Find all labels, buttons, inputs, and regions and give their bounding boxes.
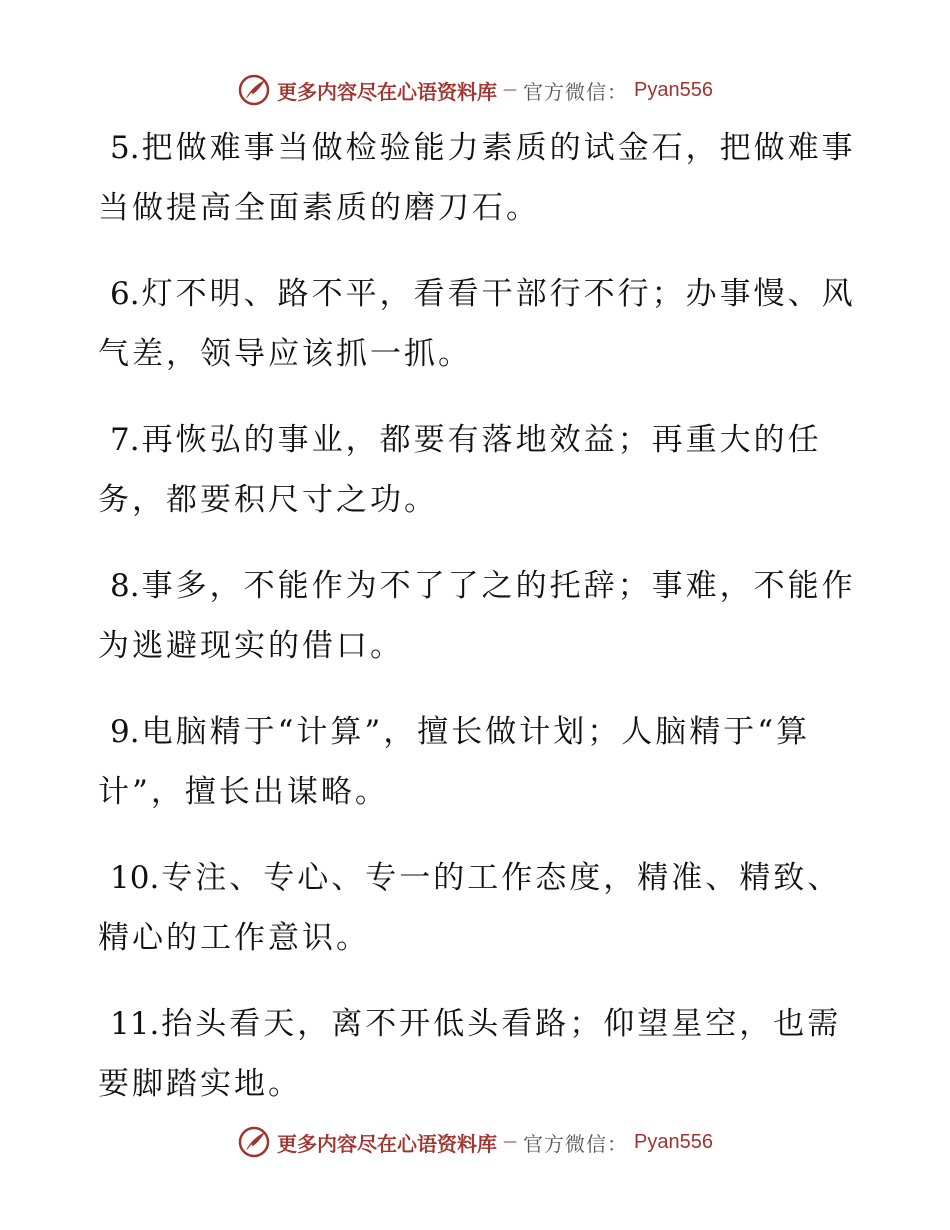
list-item [98, 264, 858, 384]
feather-pen-logo-icon [237, 1125, 271, 1159]
item-number: 5. [110, 130, 140, 166]
watermark-separator: — [503, 82, 518, 98]
item-text: 抬头看天，离不开低头看路；仰望星空，也需要脚踏实地。 [98, 1006, 842, 1102]
item-text: 把做难事当做检验能力素质的试金石，把做难事当做提高全面素质的磨刀石。 [98, 130, 856, 226]
list-item [98, 556, 858, 676]
item-number: 10. [110, 860, 160, 896]
header-watermark [0, 70, 950, 110]
watermark-wechat-label: 官方微信： [523, 1131, 629, 1156]
footer-watermark [0, 1122, 950, 1162]
list-item [98, 410, 858, 530]
quote-list [98, 118, 858, 1140]
list-item [98, 848, 858, 968]
watermark-wechat-id: Pyan556 [634, 78, 713, 101]
feather-pen-logo-icon [237, 73, 271, 107]
item-text: 灯不明、路不平，看看干部行不行；办事慢、风气差，领导应该抓一抓。 [98, 276, 856, 372]
list-item [98, 994, 858, 1114]
item-number: 8. [110, 568, 140, 604]
item-text: 再恢弘的事业，都要有落地效益；再重大的任务，都要积尺寸之功。 [98, 422, 822, 518]
watermark-wechat-label: 官方微信： [523, 79, 629, 104]
item-text: 事多，不能作为不了了之的托辞；事难，不能作为逃避现实的借口。 [98, 568, 856, 664]
watermark-brand-text: 更多内容尽在心语资料库 [277, 79, 498, 104]
watermark-brand-text: 更多内容尽在心语资料库 [277, 1131, 498, 1156]
watermark-wechat-id: Pyan556 [634, 1130, 713, 1153]
item-number: 11. [110, 1006, 160, 1042]
list-item [98, 118, 858, 238]
item-number: 6. [110, 276, 140, 312]
list-item [98, 702, 858, 822]
item-text: 专注、专心、专一的工作态度，精准、精致、精心的工作意识。 [98, 860, 842, 956]
item-number: 7. [110, 422, 140, 458]
item-number: 9. [110, 714, 140, 750]
item-text: 电脑精于“计算”，擅长做计划；人脑精于“算计”，擅长出谋略。 [98, 714, 811, 810]
watermark-separator: — [503, 1134, 518, 1150]
